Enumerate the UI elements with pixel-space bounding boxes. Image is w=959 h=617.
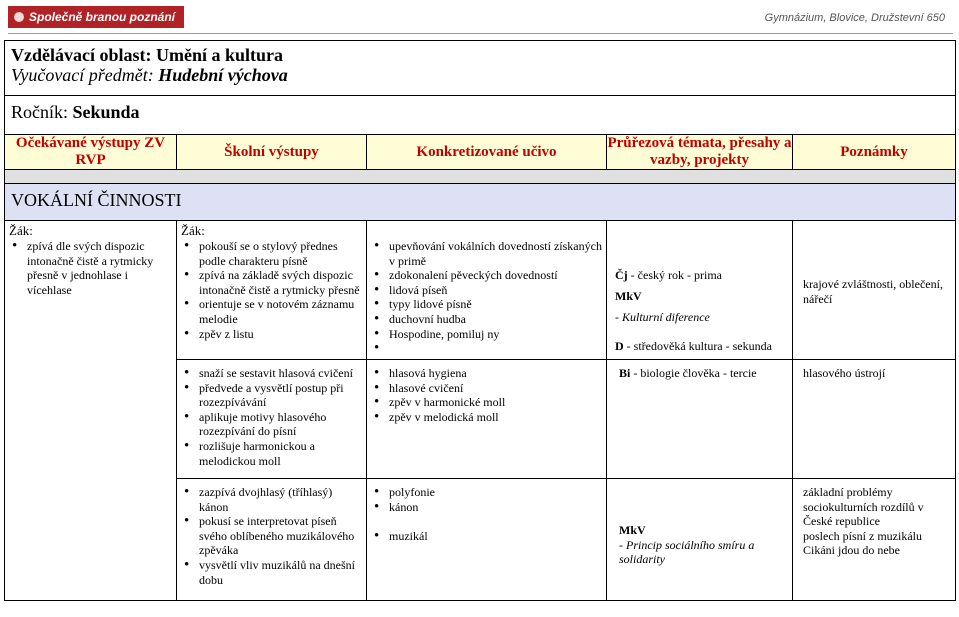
content-item: • lidová píseň xyxy=(389,283,602,298)
subject-label: Vyučovací předmět: xyxy=(11,65,154,85)
spacer-row xyxy=(5,170,956,184)
theme-text: - středověká kultura - sekunda xyxy=(623,339,772,353)
content-cell xyxy=(367,221,607,360)
theme-text: - Princip sociálního smíru a solidarity xyxy=(619,537,755,567)
notes-cell: hlasového ústrojí xyxy=(793,360,956,479)
content-item: • zpěv v harmonické moll xyxy=(389,395,602,410)
logo-text: Společně branou poznání xyxy=(29,10,176,24)
note-line: České republice xyxy=(803,514,880,529)
content-cell xyxy=(367,360,607,479)
school-student-label: Žák: xyxy=(181,223,205,238)
theme-code: MkV xyxy=(619,523,646,537)
note-line: Cikáni jdou do nebe xyxy=(803,543,900,558)
notes-cell: krajové zvláštnosti, oblečení, nářečí xyxy=(793,221,956,360)
content-item: • kánon xyxy=(389,500,602,515)
themes-cell xyxy=(607,360,793,479)
content-item xyxy=(389,341,602,356)
rvp-student-label: Žák: xyxy=(9,223,33,238)
content-item-blank xyxy=(389,514,602,529)
content-item: • zdokonalení pěveckých dovedností xyxy=(389,268,602,283)
theme-code: Čj xyxy=(615,268,628,282)
column-header-content: Konkretizované učivo xyxy=(367,135,607,170)
note-line: základní problémy xyxy=(803,485,893,499)
content-item: • duchovní hudba xyxy=(389,312,602,327)
theme-text: - český rok - prima xyxy=(627,268,722,282)
column-header-school-outcomes: Školní výstupy xyxy=(177,135,367,170)
content-item: • upevňování vokálních dovedností získaných v primě xyxy=(389,239,602,268)
subject-name: Hudební výchova xyxy=(158,65,288,85)
themes-cell xyxy=(607,479,793,601)
logo-icon xyxy=(14,12,24,22)
theme-code: MkV xyxy=(615,289,642,303)
column-header-themes: Průřezová témata, přesahy a vazby, projekty xyxy=(607,135,792,168)
school-outcome-item: • snaží se sestavit hlasová cvičení xyxy=(199,366,362,381)
grade-row xyxy=(5,96,956,135)
school-outcome-item: • pokusí se interpretovat píseň svého oblíbeného muzikálového zpěváka xyxy=(199,514,362,558)
school-outcome-item: • aplikuje motivy hlasového rozezpívání do písní xyxy=(199,410,362,439)
notes-cell xyxy=(793,479,956,601)
rvp-item: • zpívá dle svých dispozic intonačně čistě a rytmicky přesně v jednohlase i vícehlase xyxy=(27,239,172,297)
content-item: • hlasové cvičení xyxy=(389,381,602,396)
content-item: • hlasová hygiena xyxy=(389,366,602,381)
school-outcomes-cell xyxy=(177,221,367,360)
school-outcome-item: • zpívá na základě svých dispozic intonačně čistě a rytmicky přesně xyxy=(199,268,362,297)
school-outcome-item: • rozlišuje harmonickou a melodickou moll xyxy=(199,439,362,468)
school-outcome-item: • vysvětlí vliv muzikálů na dnešní dobu xyxy=(199,558,362,587)
theme-code: Bi xyxy=(619,366,631,380)
content-item: • Hospodine, pomiluj ny xyxy=(389,327,602,342)
section-title: VOKÁLNÍ ČINNOSTI xyxy=(5,184,956,221)
content-item: • typy lidové písně xyxy=(389,297,602,312)
theme-code: D xyxy=(615,339,624,353)
curriculum-table xyxy=(4,40,956,601)
rvp-cell xyxy=(5,221,177,601)
grade-value: Sekunda xyxy=(72,102,140,122)
school-outcomes-cell xyxy=(177,479,367,601)
column-header-rvp: Očekávané výstupy ZV RVP xyxy=(5,135,177,170)
school-outcome-item: • orientuje se v notovém záznamu melodie xyxy=(199,297,362,326)
content-cell xyxy=(367,479,607,601)
content-item: • zpěv v melodická moll xyxy=(389,410,602,425)
column-header-notes: Poznámky xyxy=(793,135,956,170)
content-item: • polyfonie xyxy=(389,485,602,500)
theme-text: - biologie člověka - tercie xyxy=(630,366,757,380)
themes-cell xyxy=(607,221,793,360)
area-name: Umění a kultura xyxy=(155,45,283,65)
school-outcome-item: • předvede a vysvětlí postup při rozezpívávání xyxy=(199,381,362,410)
theme-text: - Kulturní diference xyxy=(615,310,710,324)
note-line: poslech písní z muzikálu xyxy=(803,528,922,543)
school-outcome-item: • zpěv z listu xyxy=(199,327,362,342)
school-name: Gymnázium, Blovice, Družstevní 650 xyxy=(764,12,945,24)
subject-area xyxy=(5,41,956,96)
area-label: Vzdělávací oblast: xyxy=(11,45,152,65)
grade-label: Ročník: xyxy=(11,102,68,122)
school-outcome-item: • pokouší se o stylový přednes podle charakteru písně xyxy=(199,239,362,268)
content-item: • muzikál xyxy=(389,529,602,544)
header-divider xyxy=(8,33,953,34)
page-header xyxy=(0,0,959,34)
school-outcome-item: • zazpívá dvojhlasý (tříhlasý) kánon xyxy=(199,485,362,514)
project-logo xyxy=(8,6,184,28)
note-line: sociokulturních rozdílů v xyxy=(803,499,924,514)
school-outcomes-cell xyxy=(177,360,367,479)
